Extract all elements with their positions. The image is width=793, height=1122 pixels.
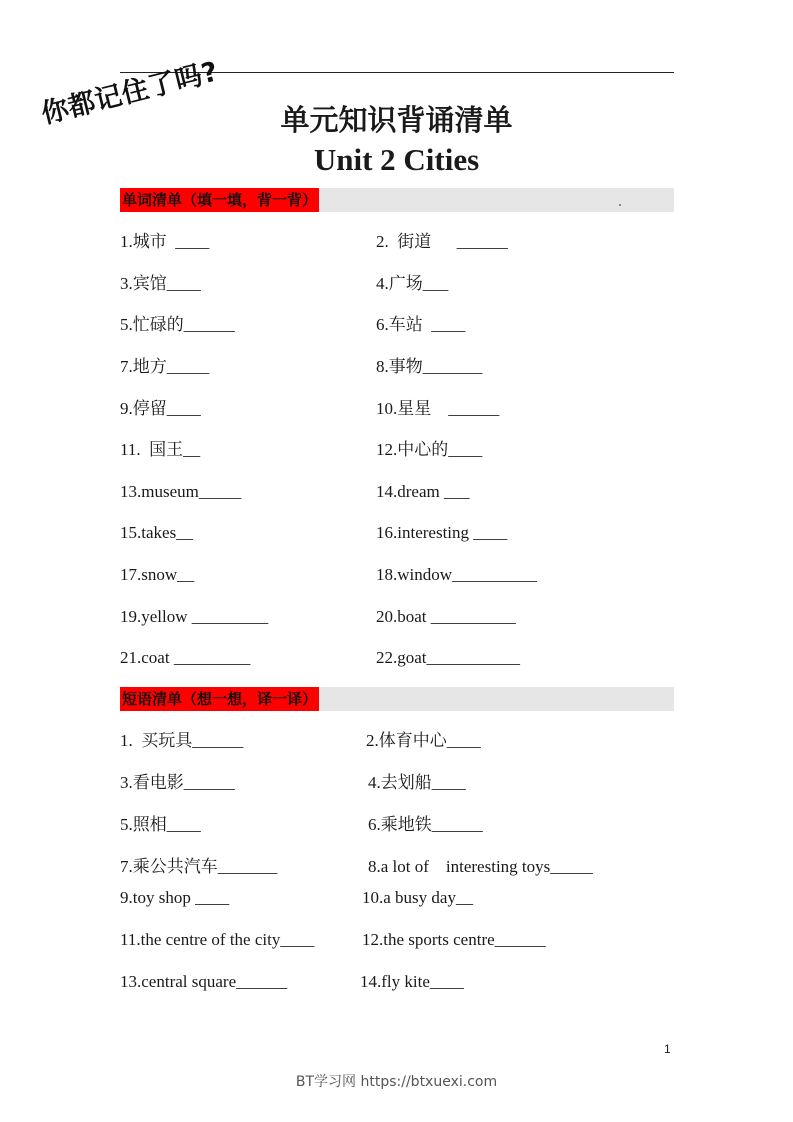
phrase-item-10: 10.a busy day__ [362,888,473,907]
word-item-2: 2. 街道 ______ [376,232,508,251]
word-item-1: 1.城市 ____ [120,232,210,251]
word-item-13: 13.museum_____ [120,482,242,501]
phrase-item-9: 9.toy shop ____ [120,888,230,907]
word-item-4: 4.广场___ [376,274,449,293]
word-item-14: 14.dream ___ [376,482,470,501]
word-item-15: 15.takes__ [120,523,194,542]
page-number: 1 [664,1042,671,1056]
word-item-8: 8.事物_______ [376,357,483,376]
word-item-19: 19.yellow _________ [120,607,269,626]
phrase-item-12: 12.the sports centre______ [362,930,546,949]
word-item-16: 16.interesting ____ [376,523,508,542]
word-item-9: 9.停留____ [120,399,201,418]
phrase-item-4: 4.去划船____ [368,773,466,792]
page-title-en: Unit 2 Cities [313,142,480,177]
word-item-10: 10.星星 ______ [376,399,500,418]
phrase-item-7: 7.乘公共汽车_______ [120,857,278,876]
phrase-item-11: 11.the centre of the city____ [120,930,315,949]
word-item-7: 7.地方_____ [120,357,210,376]
stamp-text: 你都记住了吗? [38,56,222,131]
footer-watermark: BT学习网 https://btxuexi.com [295,1074,498,1090]
word-item-3: 3.宾馆____ [120,274,201,293]
phrase-item-1: 1. 买玩具______ [120,731,244,750]
phrase-item-8: 8.a lot of interesting toys_____ [368,857,593,876]
stray-dot [619,204,621,206]
word-item-21: 21.coat _________ [120,648,251,667]
phrase-item-5: 5.照相____ [120,815,201,834]
word-item-22: 22.goat___________ [376,648,521,667]
phrase-item-2: 2.体育中心____ [366,731,481,750]
phrase-item-13: 13.central square______ [120,972,288,991]
section-label-words: 单词清单（填一填，背一背） [120,188,319,212]
word-item-18: 18.window__________ [376,565,538,584]
word-item-17: 17.snow__ [120,565,195,584]
word-item-5: 5.忙碌的______ [120,315,235,334]
phrase-item-6: 6.乘地铁______ [368,815,483,834]
word-item-20: 20.boat __________ [376,607,516,626]
word-item-6: 6.车站 ____ [376,315,466,334]
phrase-item-14: 14.fly kite____ [360,972,464,991]
page-title-cn: 单元知识背诵清单 [280,103,513,137]
word-item-12: 12.中心的____ [376,440,483,459]
section-label-phrases: 短语清单（想一想，译一译） [120,687,319,711]
phrase-item-3: 3.看电影______ [120,773,235,792]
word-item-11: 11. 国王__ [120,440,201,459]
